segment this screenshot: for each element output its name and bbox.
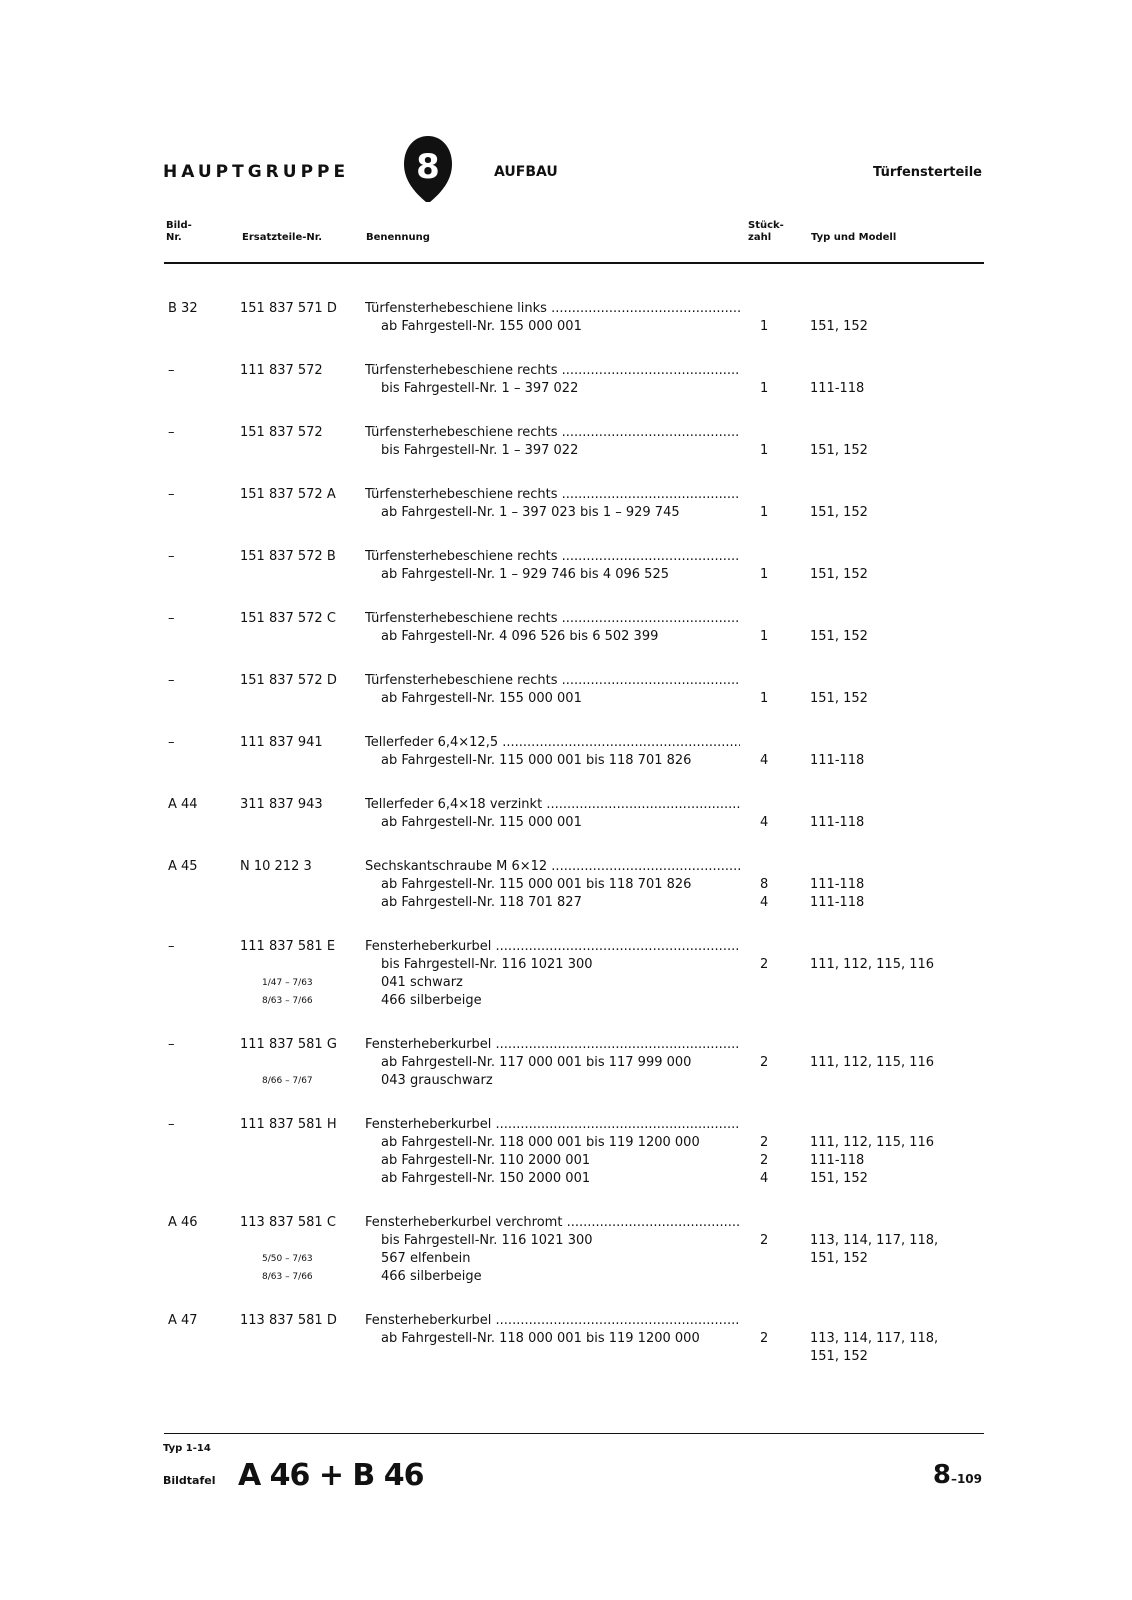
part-number: 111 837 581 H bbox=[240, 1117, 337, 1132]
part-detail-text: ab Fahrgestell-Nr. 115 000 001 bis 118 701 826 bbox=[381, 877, 692, 892]
quantity: 8 bbox=[760, 877, 769, 892]
part-detail-text: ab Fahrgestell-Nr. 155 000 001 bbox=[381, 691, 582, 706]
date-range: 8/63 – 7/66 bbox=[262, 996, 313, 1006]
part-detail-text: 043 grauschwarz bbox=[381, 1073, 493, 1088]
part-detail-text: ab Fahrgestell-Nr. 117 000 001 bis 117 999 000 bbox=[381, 1055, 692, 1070]
part-detail bbox=[365, 1134, 756, 1152]
quantity: 1 bbox=[760, 319, 769, 334]
page-number-main: 8 bbox=[932, 1460, 951, 1490]
part-detail-text: 466 silberbeige bbox=[381, 1269, 482, 1284]
type-model: 151, 152 bbox=[810, 443, 868, 458]
type-model: 111-118 bbox=[810, 877, 865, 892]
part-number: N 10 212 3 bbox=[240, 859, 312, 874]
date-range: 8/63 – 7/66 bbox=[262, 1272, 313, 1282]
type-model: 113, 114, 117, 118, bbox=[810, 1233, 939, 1248]
col-head-ersatzteil-nr: Ersatzteile-Nr. bbox=[242, 232, 323, 243]
part-number: 311 837 943 bbox=[240, 797, 323, 812]
part-detail bbox=[365, 974, 756, 992]
parts-row bbox=[0, 796, 1132, 832]
col-head-benennung: Benennung bbox=[366, 232, 430, 243]
part-number: 111 837 581 E bbox=[240, 939, 336, 954]
part-detail-text: ab Fahrgestell-Nr. 1 – 929 746 bis 4 096 525 bbox=[381, 567, 669, 582]
part-name bbox=[365, 1036, 740, 1054]
col-head-bild-nr: Bild- Nr. bbox=[166, 220, 192, 243]
part-name-text: Türfensterhebeschiene rechts ..... bbox=[365, 672, 740, 690]
part-detail bbox=[365, 814, 756, 832]
part-number: 151 837 572 C bbox=[240, 611, 336, 626]
part-name-text: Türfensterhebeschiene rechts ..... bbox=[365, 424, 740, 442]
parts-row bbox=[0, 858, 1132, 912]
bild-nr: A 45 bbox=[168, 859, 198, 874]
part-detail-text: ab Fahrgestell-Nr. 118 000 001 bis 119 1200 000 bbox=[381, 1331, 700, 1346]
part-detail bbox=[365, 894, 756, 912]
part-detail-text: ab Fahrgestell-Nr. 1 – 397 023 bis 1 – 929 745 bbox=[381, 505, 680, 520]
bild-nr: – bbox=[168, 611, 175, 626]
quantity: 1 bbox=[760, 629, 769, 644]
part-name bbox=[365, 610, 740, 628]
date-range: 8/66 – 7/67 bbox=[262, 1076, 313, 1086]
quantity: 2 bbox=[760, 1233, 769, 1248]
part-detail bbox=[365, 1250, 756, 1268]
part-detail-text: ab Fahrgestell-Nr. 155 000 001 bbox=[381, 319, 582, 334]
part-detail bbox=[365, 504, 756, 522]
part-detail-text: ab Fahrgestell-Nr. 115 000 001 bis 118 701 826 bbox=[381, 753, 692, 768]
part-detail bbox=[365, 752, 756, 770]
part-name-text: Tellerfeder 6,4×12,5 ..... bbox=[365, 734, 740, 752]
part-name bbox=[365, 300, 740, 318]
part-number: 113 837 581 C bbox=[240, 1215, 336, 1230]
part-detail bbox=[365, 566, 756, 584]
footer-divider bbox=[164, 1433, 984, 1434]
part-number: 151 837 571 D bbox=[240, 301, 337, 316]
parts-row bbox=[0, 734, 1132, 770]
type-model: 151, 152 bbox=[810, 505, 868, 520]
part-detail-text: ab Fahrgestell-Nr. 150 2000 001 bbox=[381, 1171, 591, 1186]
part-detail bbox=[365, 876, 756, 894]
parts-row bbox=[0, 424, 1132, 460]
quantity: 4 bbox=[760, 815, 769, 830]
part-name-text: Fensterheberkurbel verchromt ..... bbox=[365, 1214, 740, 1232]
page-number bbox=[933, 1460, 982, 1490]
part-detail-text: 041 schwarz bbox=[381, 975, 463, 990]
quantity: 1 bbox=[760, 691, 769, 706]
quantity: 2 bbox=[760, 1055, 769, 1070]
part-detail bbox=[365, 380, 756, 398]
part-name bbox=[365, 1214, 740, 1232]
part-name bbox=[365, 548, 740, 566]
bild-nr: – bbox=[168, 549, 175, 564]
type-model: 111, 112, 115, 116 bbox=[810, 1055, 935, 1070]
part-detail bbox=[365, 690, 756, 708]
part-name-text: Türfensterhebeschiene rechts ..... bbox=[365, 486, 740, 504]
part-detail-text: bis Fahrgestell-Nr. 116 1021 300 bbox=[381, 957, 593, 972]
quantity: 1 bbox=[760, 567, 769, 582]
part-name-text: Fensterheberkurbel ..... bbox=[365, 1116, 740, 1134]
part-name-text: Tellerfeder 6,4×18 verzinkt ..... bbox=[365, 796, 740, 814]
type-model: 111-118 bbox=[810, 381, 865, 396]
part-detail-text: ab Fahrgestell-Nr. 118 701 827 bbox=[381, 895, 582, 910]
bild-nr: A 44 bbox=[168, 797, 198, 812]
date-range: 5/50 – 7/63 bbox=[262, 1254, 313, 1264]
part-detail-text: ab Fahrgestell-Nr. 110 2000 001 bbox=[381, 1153, 591, 1168]
part-detail bbox=[365, 1330, 756, 1348]
part-detail-text: ab Fahrgestell-Nr. 4 096 526 bis 6 502 399 bbox=[381, 629, 659, 644]
part-number: 151 837 572 bbox=[240, 425, 323, 440]
date-range: 1/47 – 7/63 bbox=[262, 978, 313, 988]
part-name bbox=[365, 1312, 740, 1330]
part-detail-text: ab Fahrgestell-Nr. 118 000 001 bis 119 1200 000 bbox=[381, 1135, 700, 1150]
page-subtitle: Türfensterteile bbox=[873, 165, 982, 180]
part-detail bbox=[365, 628, 756, 646]
part-name bbox=[365, 938, 740, 956]
part-detail-text: 466 silberbeige bbox=[381, 993, 482, 1008]
part-name-text: Türfensterhebeschiene rechts ..... bbox=[365, 548, 740, 566]
footer-bildtafel: A 46 + B 46 bbox=[238, 1458, 424, 1493]
part-name bbox=[365, 796, 740, 814]
part-detail bbox=[365, 1072, 756, 1090]
part-name-text: Fensterheberkurbel ..... bbox=[365, 1036, 740, 1054]
part-detail bbox=[365, 1232, 756, 1250]
parts-row bbox=[0, 610, 1132, 646]
part-name bbox=[365, 672, 740, 690]
part-detail bbox=[365, 1170, 756, 1188]
part-name bbox=[365, 734, 740, 752]
bild-nr: – bbox=[168, 425, 175, 440]
bild-nr: – bbox=[168, 363, 175, 378]
part-detail bbox=[365, 1054, 756, 1072]
bild-nr: – bbox=[168, 939, 175, 954]
type-model: 111-118 bbox=[810, 1153, 865, 1168]
part-number: 151 837 572 A bbox=[240, 487, 336, 502]
bild-nr: – bbox=[168, 735, 175, 750]
header-divider bbox=[164, 262, 984, 264]
type-model: 111-118 bbox=[810, 753, 865, 768]
group-badge-icon bbox=[402, 134, 454, 204]
part-detail bbox=[365, 318, 756, 336]
bild-nr: – bbox=[168, 487, 175, 502]
parts-row bbox=[0, 548, 1132, 584]
col-head-typ-modell: Typ und Modell bbox=[811, 232, 897, 243]
quantity: 1 bbox=[760, 443, 769, 458]
part-name bbox=[365, 362, 740, 380]
parts-row bbox=[0, 672, 1132, 708]
part-name bbox=[365, 486, 740, 504]
bild-nr: B 32 bbox=[168, 301, 198, 316]
type-model: 151, 152 bbox=[810, 1251, 868, 1266]
parts-row bbox=[0, 362, 1132, 398]
bild-nr: – bbox=[168, 1117, 175, 1132]
quantity: 2 bbox=[760, 1331, 769, 1346]
type-model: 111-118 bbox=[810, 815, 865, 830]
quantity: 4 bbox=[760, 895, 769, 910]
part-name bbox=[365, 424, 740, 442]
group-number: 8 bbox=[416, 147, 440, 187]
quantity: 2 bbox=[760, 1153, 769, 1168]
quantity: 4 bbox=[760, 753, 769, 768]
parts-row bbox=[0, 1312, 1132, 1366]
type-model: 151, 152 bbox=[810, 1171, 868, 1186]
part-detail-text: bis Fahrgestell-Nr. 1 – 397 022 bbox=[381, 381, 579, 396]
footer-typ: Typ 1-14 bbox=[163, 1443, 211, 1454]
part-number: 111 837 941 bbox=[240, 735, 323, 750]
page-number-sub: –109 bbox=[950, 1472, 982, 1486]
type-model: 151, 152 bbox=[810, 691, 868, 706]
quantity: 1 bbox=[760, 505, 769, 520]
quantity: 2 bbox=[760, 1135, 769, 1150]
type-model: 151, 152 bbox=[810, 1349, 868, 1364]
part-detail bbox=[365, 1152, 756, 1170]
section-title: AUFBAU bbox=[494, 164, 558, 180]
type-model: 151, 152 bbox=[810, 629, 868, 644]
part-detail-text: bis Fahrgestell-Nr. 1 – 397 022 bbox=[381, 443, 579, 458]
type-model: 151, 152 bbox=[810, 567, 868, 582]
part-number: 113 837 581 D bbox=[240, 1313, 337, 1328]
part-name-text: Fensterheberkurbel ..... bbox=[365, 1312, 740, 1330]
bild-nr: A 46 bbox=[168, 1215, 198, 1230]
part-name-text: Fensterheberkurbel ..... bbox=[365, 938, 740, 956]
quantity: 1 bbox=[760, 381, 769, 396]
parts-row bbox=[0, 300, 1132, 336]
part-number: 151 837 572 B bbox=[240, 549, 336, 564]
parts-row bbox=[0, 1036, 1132, 1090]
part-detail bbox=[365, 1268, 756, 1286]
part-number: 111 837 572 bbox=[240, 363, 323, 378]
type-model: 111, 112, 115, 116 bbox=[810, 1135, 935, 1150]
part-name-text: Türfensterhebeschiene rechts ..... bbox=[365, 610, 740, 628]
part-name bbox=[365, 858, 740, 876]
quantity: 2 bbox=[760, 957, 769, 972]
part-name bbox=[365, 1116, 740, 1134]
quantity: 4 bbox=[760, 1171, 769, 1186]
part-number: 111 837 581 G bbox=[240, 1037, 337, 1052]
type-model: 111, 112, 115, 116 bbox=[810, 957, 935, 972]
part-detail-text: 567 elfenbein bbox=[381, 1251, 471, 1266]
col-head-stueckzahl: Stück- zahl bbox=[748, 220, 784, 243]
type-model: 111-118 bbox=[810, 895, 865, 910]
part-name-text: Türfensterhebeschiene links ..... bbox=[365, 300, 740, 318]
type-model: 113, 114, 117, 118, bbox=[810, 1331, 939, 1346]
bild-nr: – bbox=[168, 673, 175, 688]
page-header-title: HAUPTGRUPPE bbox=[163, 162, 350, 182]
part-name-text: Sechskantschraube M 6×12 ..... bbox=[365, 858, 740, 876]
part-detail bbox=[365, 442, 756, 460]
part-name-text: Türfensterhebeschiene rechts ..... bbox=[365, 362, 740, 380]
part-detail bbox=[365, 956, 756, 974]
part-detail-text: bis Fahrgestell-Nr. 116 1021 300 bbox=[381, 1233, 593, 1248]
footer-bildtafel-label: Bildtafel bbox=[163, 1474, 216, 1487]
part-detail-text: ab Fahrgestell-Nr. 115 000 001 bbox=[381, 815, 582, 830]
part-detail bbox=[365, 992, 756, 1010]
part-number: 151 837 572 D bbox=[240, 673, 337, 688]
parts-row bbox=[0, 1214, 1132, 1286]
parts-row bbox=[0, 938, 1132, 1010]
bild-nr: A 47 bbox=[168, 1313, 198, 1328]
bild-nr: – bbox=[168, 1037, 175, 1052]
parts-row bbox=[0, 486, 1132, 522]
parts-row bbox=[0, 1116, 1132, 1188]
type-model: 151, 152 bbox=[810, 319, 868, 334]
